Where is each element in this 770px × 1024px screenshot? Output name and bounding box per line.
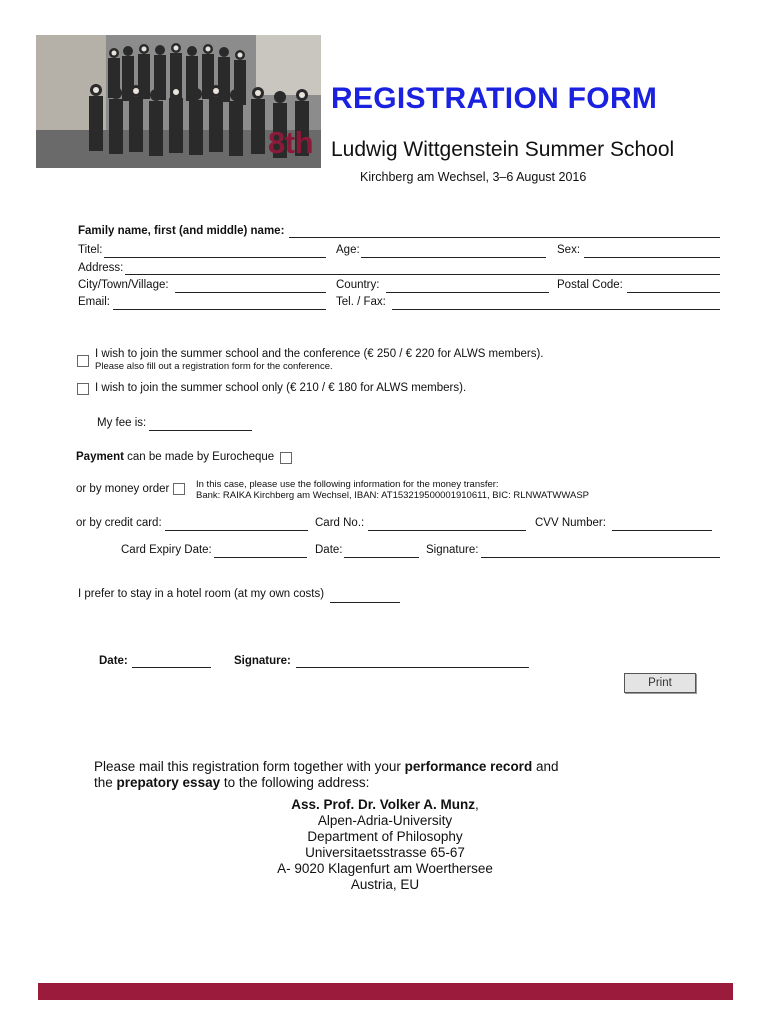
eurocheque-checkbox[interactable]	[280, 452, 292, 464]
eurocheque-label: Payment can be made by Eurocheque	[76, 451, 275, 463]
fee-field[interactable]	[149, 430, 252, 431]
address-line-3: Universitaetsstrasse 65-67	[305, 845, 465, 860]
city-field[interactable]	[175, 292, 326, 293]
footer-bar	[38, 983, 733, 1000]
credit-card-field[interactable]	[165, 530, 308, 531]
mailing-instruction-line2: the prepatory essay to the following address:	[94, 775, 370, 790]
money-order-label: or by money order	[76, 483, 170, 495]
postal-code-label: Postal Code:	[557, 279, 623, 291]
address-line-4: A- 9020 Klagenfurt am Woerthersee	[277, 861, 493, 876]
page-title: REGISTRATION FORM	[331, 82, 658, 115]
fee-label: My fee is:	[97, 417, 147, 429]
recipient-name: Ass. Prof. Dr. Volker A. Munz,	[291, 797, 479, 812]
age-label: Age:	[336, 244, 360, 256]
sex-label: Sex:	[557, 244, 581, 256]
hotel-field[interactable]	[330, 602, 400, 603]
transfer-note: In this case, please use the following information for the money transfer:	[196, 479, 499, 490]
school-only-option-label: I wish to join the summer school only (€ 210 / € 180 for ALWS members).	[95, 382, 467, 394]
card-no-field[interactable]	[368, 530, 526, 531]
date-field[interactable]	[132, 667, 211, 668]
place-date: Kirchberg am Wechsel, 3–6 August 2016	[360, 170, 587, 184]
card-no-label: Card No.:	[315, 517, 365, 529]
cvv-label: CVV Number:	[535, 517, 606, 529]
family-name-field[interactable]	[289, 237, 720, 238]
address-field[interactable]	[125, 274, 720, 275]
money-order-checkbox[interactable]	[173, 483, 185, 495]
address-line-1: Alpen-Adria-University	[317, 813, 453, 828]
bank-details: Bank: RAIKA Kirchberg am Wechsel, IBAN: AT153219500001910611, BIC: RLNWATWWASP	[196, 490, 590, 501]
tel-fax-field[interactable]	[392, 309, 720, 310]
payment-date-label: Date:	[315, 544, 343, 556]
email-label: Email:	[78, 296, 110, 308]
payment-signature-field[interactable]	[481, 557, 720, 558]
conference-option-label: I wish to join the summer school and the conference (€ 250 / € 220 for ALWS members).	[95, 348, 544, 360]
age-field[interactable]	[361, 257, 546, 258]
date-label: Date:	[99, 655, 128, 667]
payment-signature-label: Signature:	[426, 544, 479, 556]
mailing-instruction-line1: Please mail this registration form together with your performance record and	[94, 759, 559, 774]
address-line-5: Austria, EU	[350, 877, 420, 892]
titel-label: Titel:	[78, 244, 103, 256]
country-field[interactable]	[386, 292, 549, 293]
titel-field[interactable]	[104, 257, 326, 258]
address-line-2: Department of Philosophy	[307, 829, 463, 844]
expiry-label: Card Expiry Date:	[121, 544, 212, 556]
sex-field[interactable]	[584, 257, 720, 258]
signature-label: Signature:	[234, 655, 291, 667]
conference-checkbox[interactable]	[77, 355, 89, 367]
conference-option-note: Please also fill out a registration form for the conference.	[95, 361, 333, 372]
city-label: City/Town/Village:	[78, 279, 169, 291]
signature-field[interactable]	[296, 667, 529, 668]
expiry-field[interactable]	[214, 557, 307, 558]
email-field[interactable]	[113, 309, 326, 310]
country-label: Country:	[336, 279, 380, 291]
family-name-label: Family name, first (and middle) name:	[78, 225, 285, 237]
postal-code-field[interactable]	[627, 292, 720, 293]
edition-number: 8th	[268, 125, 313, 160]
hotel-label: I prefer to stay in a hotel room (at my own costs)	[78, 588, 325, 600]
address-label: Address:	[78, 262, 124, 274]
school-only-checkbox[interactable]	[77, 383, 89, 395]
credit-card-label: or by credit card:	[76, 517, 162, 529]
tel-fax-label: Tel. / Fax:	[336, 296, 386, 308]
print-button[interactable]: Print	[624, 673, 696, 693]
payment-date-field[interactable]	[344, 557, 419, 558]
cvv-field[interactable]	[612, 530, 712, 531]
school-name: Ludwig Wittgenstein Summer School	[331, 138, 675, 161]
